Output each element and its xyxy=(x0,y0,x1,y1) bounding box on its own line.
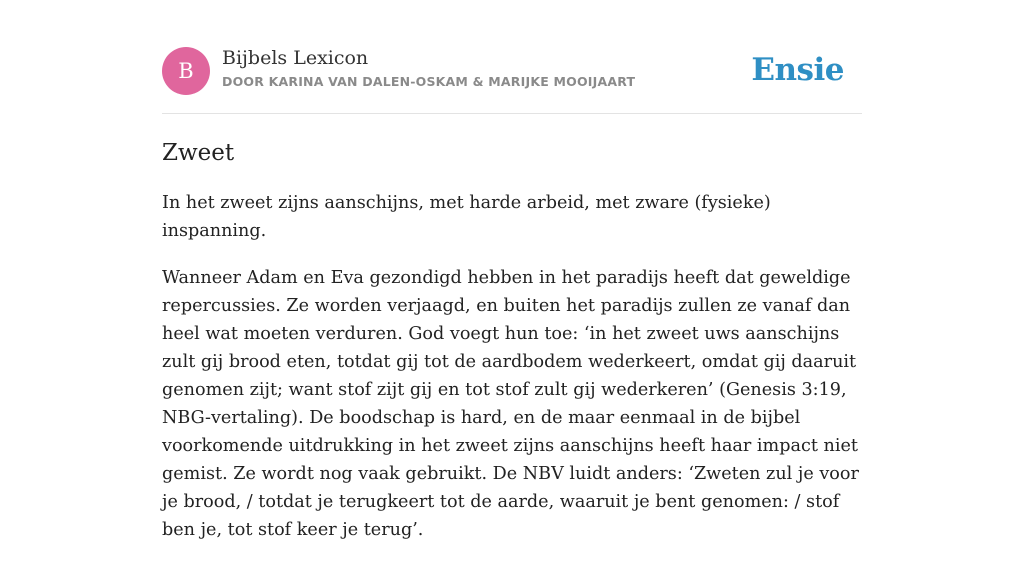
ensie-logo[interactable]: Ensie xyxy=(751,52,844,88)
book-title[interactable]: Bijbels Lexicon xyxy=(222,47,369,69)
authors-byline: DOOR KARINA VAN DALEN-OSKAM & MARIJKE MOOIJAART xyxy=(222,74,636,89)
avatar[interactable]: B xyxy=(162,47,210,95)
definition-paragraph: In het zweet zijns aanschijns, met harde arbeid, met zware (fysieke) inspanning. xyxy=(162,193,771,241)
header xyxy=(162,46,862,114)
explanation-paragraph: Wanneer Adam en Eva gezondigd hebben in het paradijs heeft dat geweldige repercussies. Ze worden verjaagd, en buiten het paradijs zullen ze vanaf dan heel wat moeten verduren. God voegt hun toe: ‘in het zweet uws aanschijns zult gij brood eten, totdat gij tot de aardbodem wederkeert, omdat gij daaruit genomen zijt; want stof zijt gij en tot stof zult gij wederkeren’ (Genesis 3:19, NBG-vertaling). De boodschap is hard, en de maar eenmaal in de bijbel voorkomende uitdrukking in het zweet zijns aanschijns heeft haar impact niet gemist. Ze wordt nog vaak gebruikt. De NBV luidt anders: ‘Zweten zul je voor je brood, / totdat je terugkeert tot de aarde, waaruit je bent genomen: / stof ben je, tot stof keer je terug’. xyxy=(162,268,859,540)
page-title: Zweet xyxy=(162,140,235,166)
entry-content xyxy=(162,189,862,563)
